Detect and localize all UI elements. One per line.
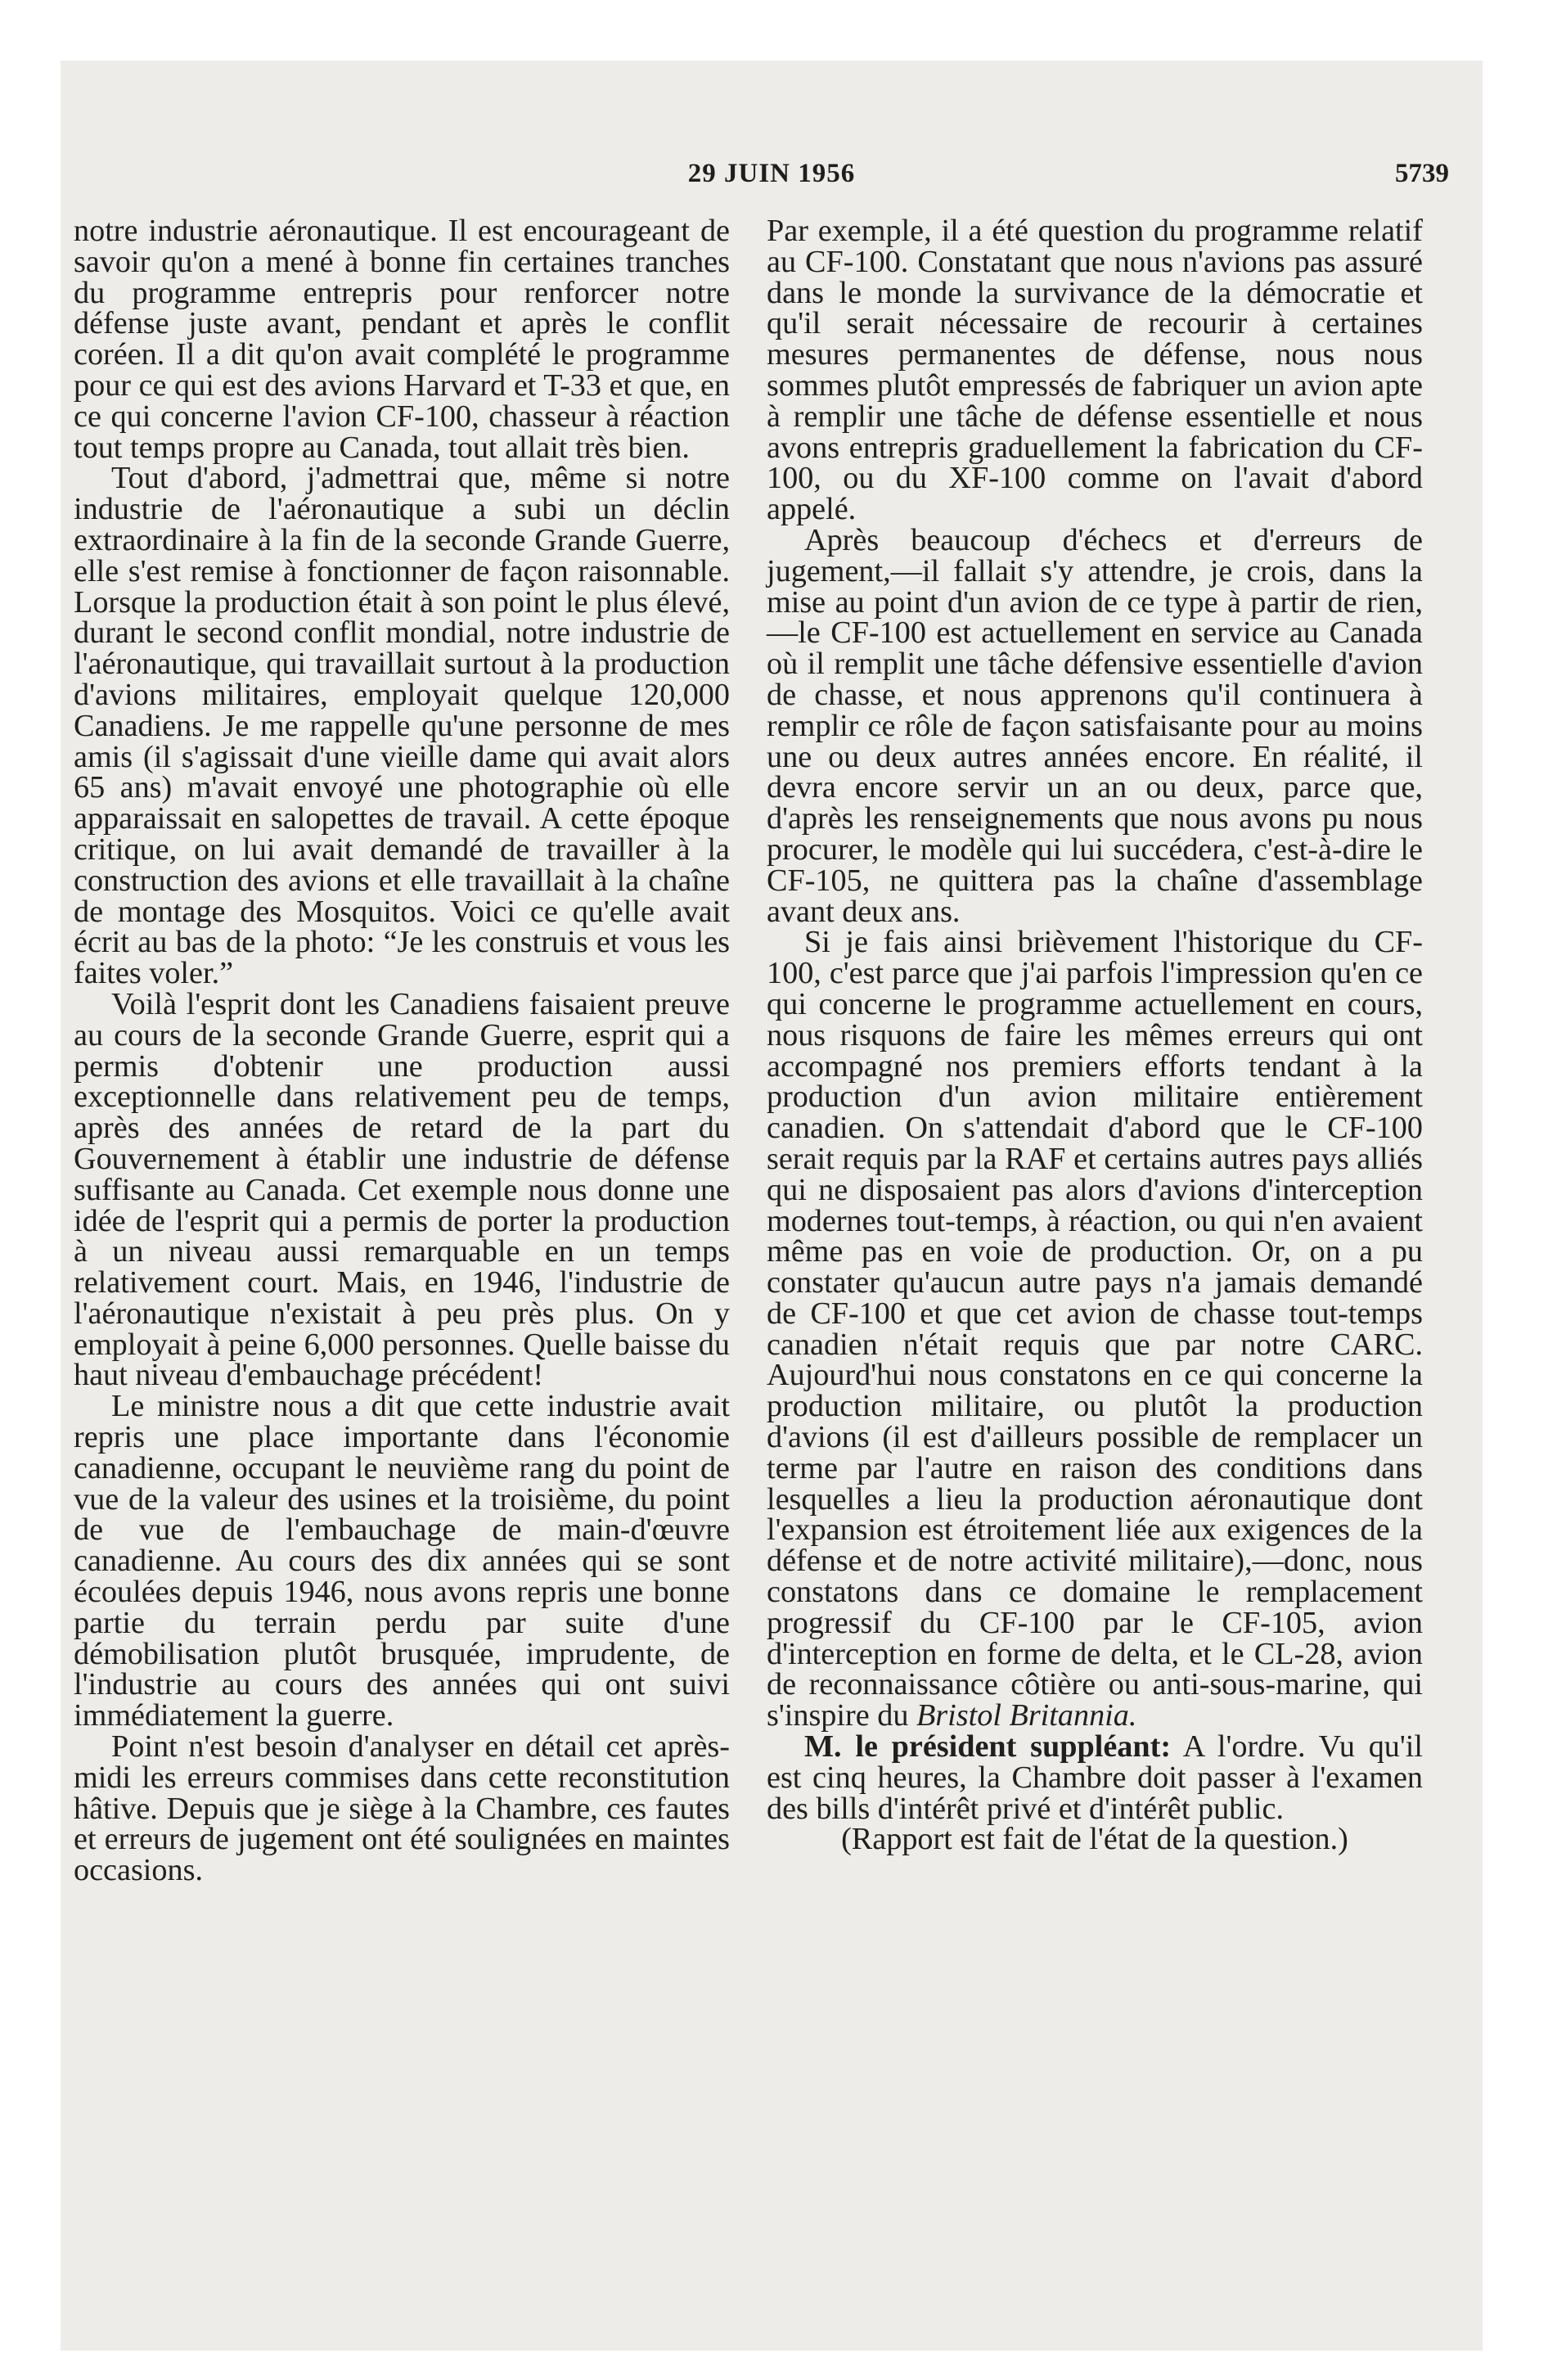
paragraph: Tout d'abord, j'admettrai que, même si notre industrie de l'aéronautique a subi un déclin extraordinaire à la fin de la seconde Grande Guerre, elle s'est remise à fonctionner de façon raisonnable. Lorsque la production était à son point le plus élevé, durant le second conflit mondial, notre industrie de l'aéronautique, qui travaillait surtout à la production d'avions militaires, employait quelque 120,000 Canadiens. Je me rappelle qu'une personne de mes amis (il s'agissait d'une vieille dame qui avait alors 65 ans) m'avait envoyé une photographie où elle apparaissait en salopettes de travail. A cette époque critique, on lui avait demandé de travailler à la construction des avions et elle travaillait à la chaîne de montage des Mosquitos. Voici ce qu'elle avait écrit au bas de la photo: “Je les construis et vous les faites voler.”: [74, 461, 730, 991]
speaker-paragraph: [767, 1729, 1423, 1826]
document-page: [61, 61, 1483, 2351]
paragraph: Après beaucoup d'échecs et d'erreurs de jugement,—il fallait s'y attendre, je crois, dans la mise au point d'un avion de ce type à partir de rien,—le CF-100 est actuellement en service au Canada où il remplit une tâche défensive essentielle d'avion de chasse, et nous apprenons qu'il continuera à remplir ce rôle de façon satisfaisante pour au moins une ou deux autres années encore. En réalité, il devra encore servir un an ou deux, parce que, d'après les renseignements que nous avons pu nous procurer, le modèle qui lui succédera, c'est-à-dire le CF-105, ne quittera pas la chaîne d'assemblage avant deux ans.: [767, 522, 1423, 929]
paragraph: [767, 927, 1423, 1732]
page-header: [61, 159, 1483, 196]
right-column: [767, 216, 1423, 1855]
paragraph-text: Si je fais ainsi brièvement l'historique du CF-100, c'est parce que j'ai parfois l'impression qu'en ce qui concerne le programme actuellement en cours, nous risquons de faire les mêmes erreurs qui ont accompagné nos premiers efforts tendant à la production d'un avion militaire entièrement canadien. On s'attendait d'abord que le CF-100 serait requis par la RAF et certains autres pays alliés qui ne disposaient pas alors d'avions d'interception modernes tout-temps, à réaction, ou qui n'en avaient même pas en voie de production. Or, on a pu constater qu'aucun autre pays n'a jamais demandé de CF-100 et que cet avion de chasse tout-temps canadien n'était requis que par notre CARC. Aujourd'hui nous constatons en ce qui concerne la production militaire, ou plutôt la production d'avions (il est d'ailleurs possible de remplacer un terme par l'autre en raison des conditions dans lesquelles a lieu la production aéronautique dont l'expansion est étroitement liée aux exigences de la défense et de notre activité militaire),—donc, nous constatons dans ce domaine le remplacement progressif du CF-100 par le CF-105, avion d'interception en forme de delta, et le CL-28, avion de reconnaissance côtière ou anti-sous-marine, qui s'inspire du: [767, 925, 1423, 1733]
aircraft-name: Bristol Britannia.: [916, 1698, 1137, 1733]
speaker-name: M. le président suppléant:: [804, 1729, 1172, 1765]
paragraph: Point n'est besoin d'analyser en détail cet après-midi les erreurs commises dans cette reconstitution hâtive. Depuis que je siège à la Chambre, ces fautes et erreurs de jugement ont été soulignées en maintes occasions.: [74, 1729, 730, 1888]
header-date: 29 JUIN 1956: [687, 159, 856, 188]
closing-note: (Rapport est fait de l'état de la question.): [841, 1822, 1348, 1857]
page-number: 5739: [1395, 159, 1449, 188]
paragraph: notre industrie aéronautique. Il est encourageant de savoir qu'on a mené à bonne fin certaines tranches du programme entrepris pour renforcer notre défense juste avant, pendant et après le conflit coréen. Il a dit qu'on avait complété le programme pour ce qui est des avions Harvard et T-33 et que, en ce qui concerne l'avion CF-100, chasseur à réaction tout temps propre au Canada, tout allait très bien.: [74, 214, 730, 465]
left-column: [74, 216, 730, 1886]
paragraph: Par exemple, il a été question du programme relatif au CF-100. Constatant que nous n'avions pas assuré dans le monde la survivance de la démocratie et qu'il serait nécessaire de recourir à certaines mesures permanentes de défense, nous nous sommes plutôt empressés de fabriquer un avion apte à remplir une tâche de défense essentielle et nous avons entrepris graduellement la fabrication du CF-100, ou du XF-100 comme on l'avait d'abord appelé.: [767, 214, 1423, 527]
speaker-text: A l'ordre. Vu qu'il est cinq heures, la Chambre doit passer à l'examen des bills d'intérêt privé et d'intérêt public.: [767, 1729, 1423, 1826]
paragraph: Le ministre nous a dit que cette industrie avait repris une place importante dans l'économie canadienne, occupant le neuvième rang du point de vue de la valeur des usines et la troisième, du point de vue de l'embauchage de main-d'œuvre canadienne. Au cours des dix années qui se sont écoulées depuis 1946, nous avons repris une bonne partie du terrain perdu par suite d'une démobilisation plutôt brusquée, imprudente, de l'industrie au cours des années qui ont suivi immédiatement la guerre.: [74, 1389, 730, 1733]
paragraph: Voilà l'esprit dont les Canadiens faisaient preuve au cours de la seconde Grande Guerre, esprit qui a permis d'obtenir une production aussi exceptionnelle dans relativement peu de temps, après des années de retard de la part du Gouvernement à établir une industrie de défense suffisante au Canada. Cet exemple nous donne une idée de l'esprit qui a permis de porter la production à un niveau aussi remarquable en un temps relativement court. Mais, en 1946, l'industrie de l'aéronautique n'existait à peu près plus. On y employait à peine 6,000 personnes. Quelle baisse du haut niveau d'embauchage précédent!: [74, 986, 730, 1393]
